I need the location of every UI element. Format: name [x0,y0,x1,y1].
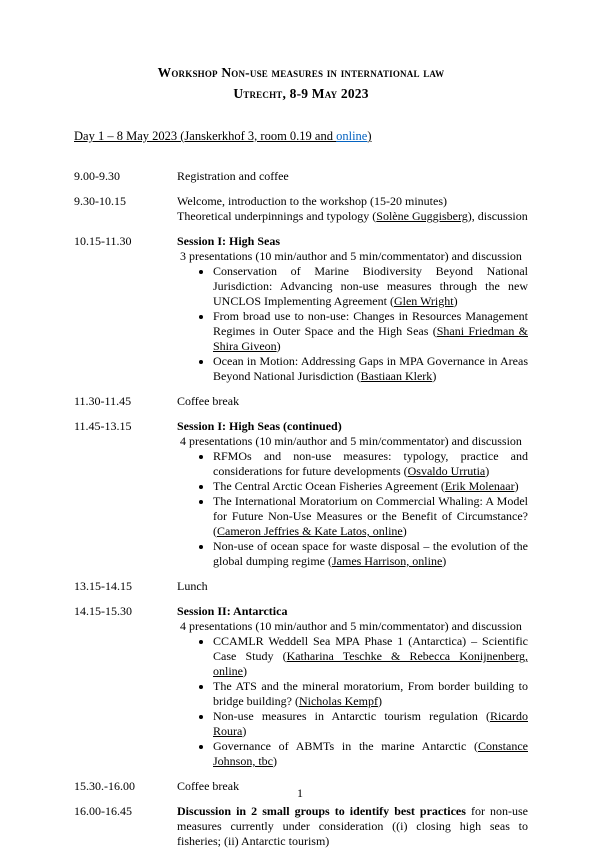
presentation-item [213,309,528,354]
document-subtitle: Utrecht, 8-9 May 2023 [233,86,369,101]
presentation-text: CCAMLR Weddell Sea MPA Phase 1 (Antarctica) – Scientific Case Study ( [213,634,528,663]
time-cell: 11.45-13.15 [74,419,132,433]
time-cell: 13.15-14.15 [74,579,132,593]
presentation-text: RFMOs and non-use measures: typology, practice and considerations for future developments ( [213,449,528,478]
schedule-row-session1-continued [74,419,528,569]
desc-cell: Lunch [177,579,208,593]
schedule-row-lunch [74,579,528,594]
presentation-text: Ocean in Motion: Addressing Gaps in MPA Governance in Areas Beyond National Jurisdiction ( [213,354,528,383]
presentation-item [213,494,528,539]
welcome-line2 [177,209,528,224]
presentation-item [213,354,528,384]
session-title: Session II: Antarctica [177,604,288,618]
session-subtitle: 4 presentations (10 min/author and 5 min/commentator) and discussion [180,619,522,633]
session-subtitle: 4 presentations (10 min/author and 5 min/commentator) and discussion [180,434,522,448]
presentation-item [213,634,528,679]
day-heading-suffix: ) [367,129,372,143]
presentation-item [213,479,528,494]
presentation-item [213,264,528,309]
session-subtitle: 3 presentations (10 min/author and 5 min/commentator) and discussion [180,249,522,263]
presentation-list [177,264,528,384]
presentation-text-post: ) [243,664,247,678]
online-link[interactable]: online [336,129,368,143]
presentation-item [213,449,528,479]
speaker-name: Shani Friedman & Shira Giveon [213,324,528,353]
time-cell: 15.30.-16.00 [74,779,135,793]
discussion-rest: for non-use measures currently under consideration ((i) closing high seas to fisheries; (ii) Antarctic tourism) [177,804,528,848]
schedule-row-session1 [74,234,528,384]
presentation-item [213,679,528,709]
speaker-name: Constance Johnson, tbc [213,739,528,768]
presentation-item [213,539,528,569]
desc-cell [177,419,528,569]
presentation-item [213,709,528,739]
presentation-text-post: ) [276,339,281,353]
time-cell: 9.00-9.30 [74,169,120,183]
page-number: 1 [297,786,303,800]
time-cell: 11.30-11.45 [74,394,132,408]
presentation-text-post: ) [402,524,407,538]
desc-cell [177,194,528,224]
presentation-list [177,449,528,569]
document-title: Workshop Non-use measures in international law [157,65,445,80]
welcome-line1: Welcome, introduction to the workshop (15-20 minutes) [177,194,447,208]
presentation-text: Governance of ABMTs in the marine Antarctic ( [213,739,478,753]
desc-cell [177,804,528,848]
presentation-text-post: ) [242,724,247,738]
welcome-line2-post: ), discussion [467,209,528,223]
presentation-text-post: ) [514,479,519,493]
time-cell: 9.30-10.15 [74,194,126,208]
presentation-item [213,739,528,769]
desc-cell: Registration and coffee [177,169,289,183]
schedule-row-welcome [74,194,528,224]
speaker-name: Ricardo Roura [213,709,528,738]
presentation-list [177,634,528,769]
desc-cell: Coffee break [177,779,240,793]
speaker-name: James Harrison, online [331,554,443,568]
session-title: Session I: High Seas [177,234,281,248]
presentation-text-post: ) [377,694,382,708]
presentation-text: The International Moratorium on Commercial Whaling: A Model for Future Non-Use Measures or the Benefit of Circumstance? ( [213,494,528,538]
presentation-text-post: ) [485,464,490,478]
presentation-text-post: ) [273,754,277,768]
welcome-line2-pre: Theoretical underpinnings and typology ( [177,209,377,223]
day-heading-text: Day 1 – 8 May 2023 (Janskerkhof 3, room 0.19 and [74,129,337,143]
presentation-text: Non-use measures in Antarctic tourism regulation ( [213,709,490,723]
schedule-row-coffee1 [74,394,528,409]
time-cell: 10.15-11.30 [74,234,132,248]
session-title: Session I: High Seas (continued) [177,419,342,433]
presentation-text-post: ) [442,554,447,568]
speaker-name: Katharina Teschke & Rebecca Konijnenberg, online [213,649,528,678]
presentation-text-post: ) [432,369,437,383]
discussion-bold-lead: Discussion in 2 small groups to identify best practices [177,804,466,818]
speaker-name: Glen Wright [393,294,454,308]
speaker-name: Osvaldo Urrutia [407,464,486,478]
day-heading [74,129,528,144]
speaker-name: Cameron Jeffries & Kate Latos, online [217,524,403,538]
time-cell: 14.15-15.30 [74,604,132,618]
desc-cell [177,604,528,769]
time-cell: 16.00-16.45 [74,804,132,818]
speaker-name: Bastiaan Klerk [360,369,433,383]
schedule-row-discussion [74,804,528,848]
desc-cell [177,234,528,384]
speaker-name: Erik Molenaar [444,479,515,493]
schedule-row-session2 [74,604,528,769]
schedule-row-registration [74,169,528,184]
speaker-name: Nicholas Kempf [298,694,378,708]
presentation-text: The Central Arctic Ocean Fisheries Agreement ( [213,479,445,493]
desc-cell: Coffee break [177,394,240,408]
presentation-text: Non-use of ocean space for waste disposal – the evolution of the global dumping regime ( [213,539,528,568]
presentation-text-post: ) [453,294,458,308]
presentation-text: The ATS and the mineral moratorium, From border building to bridge building? ( [213,679,528,708]
presentation-text: Conservation of Marine Biodiversity Beyond National Jurisdiction: Advancing non-use measures through the new UNCLOS Implementing Agreement ( [213,264,528,308]
presentation-text: From broad use to non-use: Changes in Resources Management Regimes in Outer Space and the High Seas ( [213,309,528,338]
speaker-name: Solène Guggisberg [376,209,468,223]
